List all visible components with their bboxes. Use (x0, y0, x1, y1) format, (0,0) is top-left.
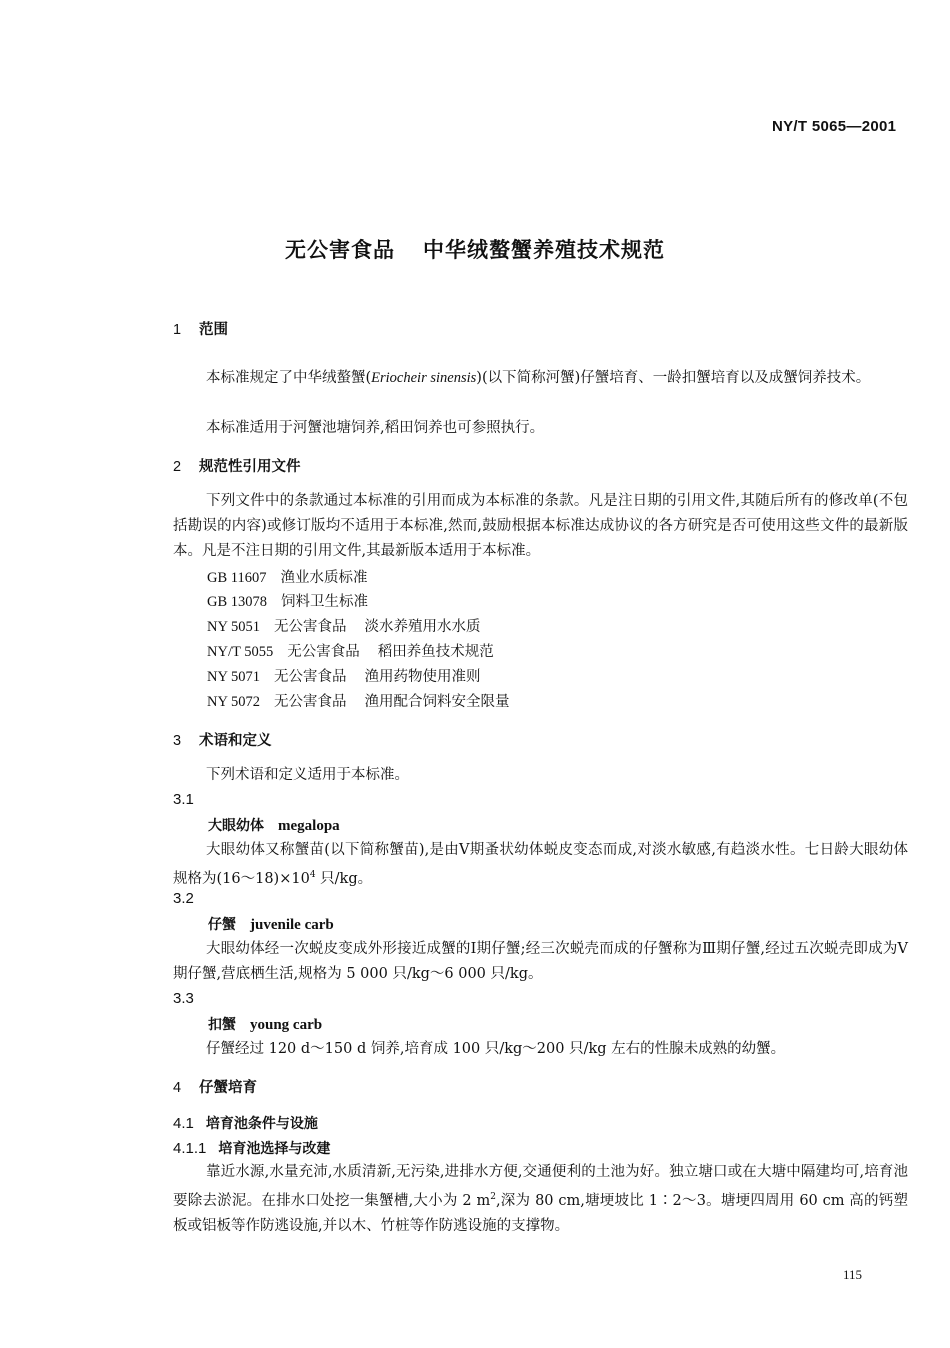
term-3-1-definition: 大眼幼体又称蟹苗(以下简称蟹苗),是由Ⅴ期蚤状幼体蜕皮变态而成,对淡水敏感,有趋淡水性。七日龄大眼幼体规格为$(16\sim 18)\times 10^4$ 只/kg。 (173, 842, 908, 887)
standard-number: NY/T 5065—2001 (772, 118, 897, 135)
section-number: 1 (173, 322, 182, 338)
reference-subtitle: 稻田养鱼技术规范 (377, 644, 494, 660)
section-3-heading (173, 729, 272, 750)
reference-code: NY/T 5055 (207, 644, 274, 660)
reference-item (207, 615, 481, 636)
term-3-3-number: 3.3 (173, 990, 194, 1007)
reference-title: 无公害食品 (274, 694, 347, 710)
document-title (0, 234, 950, 264)
reference-code: GB 11607 (207, 570, 267, 586)
reference-item (207, 690, 510, 711)
term-3-3-heading: 扣蟹 young carb (208, 1017, 323, 1033)
subsection-4-1-heading: 4.1 培育池条件与设施 (173, 1115, 318, 1132)
section-4-heading (173, 1076, 257, 1097)
reference-title: 无公害食品 (274, 619, 347, 635)
scope-paragraph-2: 本标准适用于河蟹池塘饲养,稻田饲养也可参照执行。 (206, 420, 545, 436)
scope-paragraph-1: 本标准规定了中华绒螯蟹(Eriocheir sinensis)(以下简称河蟹)仔蟹培育、一龄扣蟹培育以及成蟹饲养技术。 (206, 370, 871, 386)
reference-subtitle: 渔用配合饲料安全限量 (364, 694, 510, 710)
subsection-4-1-1-heading: 4.1.1 培育池选择与改建 (173, 1140, 331, 1157)
reference-item (207, 665, 481, 686)
normative-intro: 下列文件中的条款通过本标准的引用而成为本标准的条款。凡是注日期的引用文件,其随后所有的修改单(不包括勘误的内容)或修订版均不适用于本标准,然而,鼓励根据本标准达成协议的各方研究是否可使用这些文件的最新版本。凡是不注日期的引用文件,其最新版本适用于本标准。 (173, 493, 908, 559)
reference-code: NY 5072 (207, 694, 261, 710)
term-3-3-definition: 仔蟹经过 120 d～150 d 饲养,培育成 100 只/kg～200 只/kg 左右的性腺未成熟的幼蟹。 (206, 1041, 786, 1057)
reference-title: 无公害食品 (287, 644, 360, 660)
reference-item (207, 566, 367, 587)
subsection-4-1-1-body: 靠近水源,水量充沛,水质清新,无污染,进排水方便,交通便利的土池为好。独立塘口或在大塘中隔建均可,培育池要除去淤泥。在排水口处挖一集蟹槽,大小为 2 $m^2$,深为 80 cm,塘埂坡比 1∶2～3。塘埂四周用 60 cm 高的钙塑板或铝板等作防逃设施,并以木、竹桩等作防逃设施的支撑物。 (173, 1164, 908, 1234)
section-title: 仔蟹培育 (199, 1080, 257, 1096)
reference-code: GB 13078 (207, 594, 268, 610)
section-number: 3 (173, 733, 182, 749)
reference-title: 饲料卫生标准 (281, 594, 369, 610)
term-3-2-number: 3.2 (173, 890, 194, 907)
term-3-1-number: 3.1 (173, 791, 194, 808)
section-2-heading (173, 455, 301, 476)
term-3-2-heading: 仔蟹 juvenile carb (208, 917, 334, 933)
reference-code: NY 5051 (207, 619, 261, 635)
reference-item (207, 590, 368, 611)
section-1-heading (173, 318, 228, 339)
term-3-2-definition: 大眼幼体经一次蜕皮变成外形接近成蟹的Ⅰ期仔蟹;经三次蜕壳而成的仔蟹称为Ⅲ期仔蟹,经过五次蜕壳即成为Ⅴ期仔蟹,营底栖生活,规格为 5 000 只/kg～6 000 只/kg。 (173, 941, 908, 982)
section-title: 规范性引用文件 (199, 459, 301, 475)
latin-name: Eriocheir sinensis (371, 370, 477, 386)
reference-subtitle: 淡水养殖用水水质 (364, 619, 481, 635)
reference-title: 无公害食品 (274, 669, 347, 685)
reference-title: 渔业水质标准 (280, 570, 368, 586)
section-number: 2 (173, 459, 182, 475)
reference-subtitle: 渔用药物使用准则 (364, 669, 481, 685)
title-part-2: 中华绒螯蟹养殖技术规范 (423, 238, 665, 262)
section-number: 4 (173, 1080, 182, 1096)
terms-intro: 下列术语和定义适用于本标准。 (206, 767, 409, 783)
page-number: 115 (843, 1267, 863, 1282)
reference-code: NY 5071 (207, 669, 261, 685)
section-title: 术语和定义 (199, 733, 272, 749)
section-title: 范围 (199, 322, 228, 338)
term-3-1-heading: 大眼幼体 megalopa (208, 818, 340, 834)
title-part-1: 无公害食品 (285, 238, 395, 262)
reference-item (207, 640, 494, 661)
